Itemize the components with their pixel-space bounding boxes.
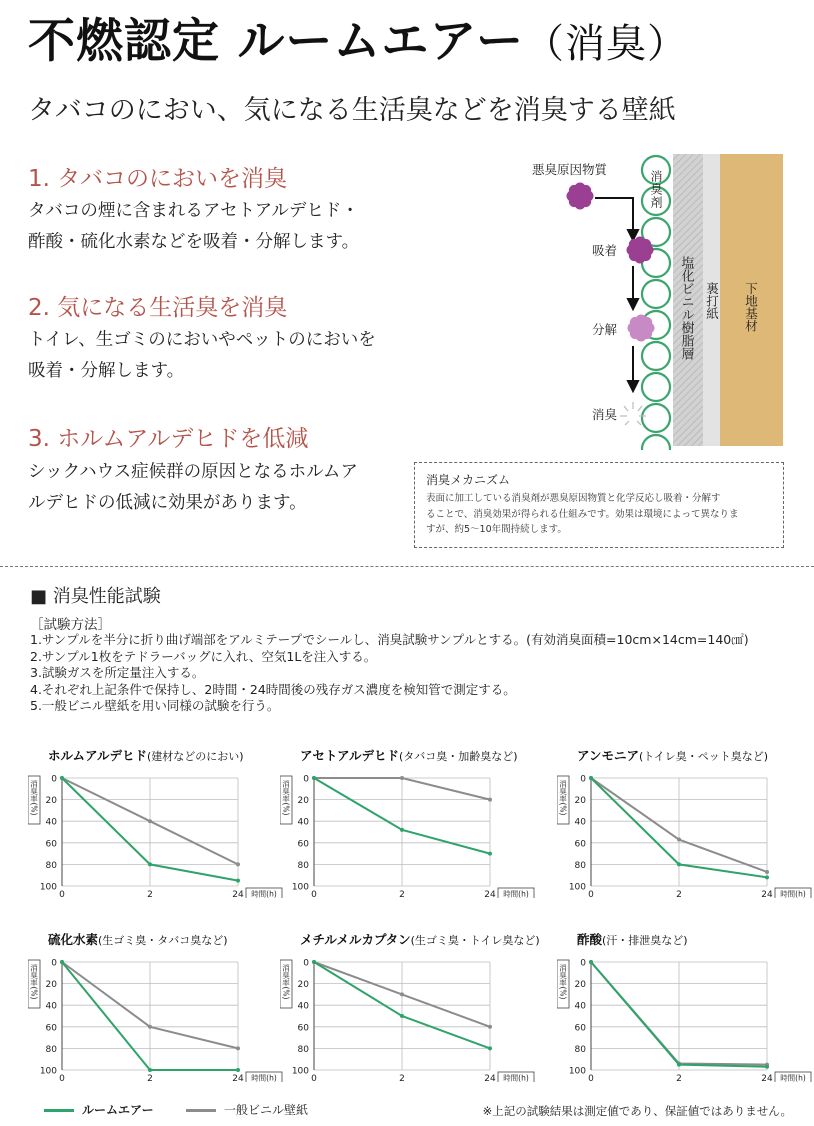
y-tick-label: 40: [45, 817, 57, 828]
y-tick-label: 100: [291, 882, 309, 893]
chart-1-title: ホルムアルデヒド(建材などのにおい): [48, 748, 244, 763]
y-tick-label: 20: [45, 980, 57, 991]
chart-5: [280, 950, 542, 1082]
agent-circle: [642, 435, 670, 450]
feature-3-line-1: シックハウス症候群の原因となるホルムア: [28, 462, 358, 482]
y-tick-label: 40: [297, 817, 309, 828]
chart-6-note: (汗・排泄臭など): [602, 934, 688, 947]
test-title: ■ 消臭性能試験: [30, 586, 161, 607]
x-tick-label: 24: [484, 890, 496, 898]
y-tick-label: 40: [45, 1001, 57, 1012]
chart-3: [557, 766, 814, 898]
agent-circle: [642, 404, 670, 432]
feature-1-body: [28, 196, 359, 258]
x-tick-label: 0: [588, 1074, 594, 1082]
x-tick-label: 2: [676, 1074, 682, 1082]
data-point-room-air: [677, 1063, 681, 1067]
pvc-layer-label: 塩化ビニル樹脂層: [678, 256, 694, 360]
method-step-3: 3.試験ガスを所定量注入する。: [30, 665, 205, 681]
x-axis-label: 時間(h): [780, 1073, 806, 1082]
y-tick-label: 80: [297, 860, 309, 871]
deodorize-label: 消臭: [592, 407, 618, 422]
molecule-core: [632, 319, 650, 337]
y-tick-label: 100: [568, 882, 586, 893]
agent-circle: [642, 280, 670, 308]
x-axis-label: 時間(h): [251, 889, 277, 898]
x-tick-label: 2: [147, 890, 153, 898]
y-tick-label: 80: [45, 860, 57, 871]
chart-6-title: 酢酸(汗・排泄臭など): [577, 932, 688, 947]
y-axis-label: 消臭率(%): [281, 964, 291, 1000]
legend-vinyl-label: 一般ビニル壁紙: [224, 1103, 309, 1117]
arrowhead-deodorize: [628, 381, 638, 391]
feature-1-line-1: タバコの煙に含まれるアセトアルデヒド・: [28, 201, 359, 221]
x-tick-label: 2: [399, 890, 405, 898]
legend-vinyl-swatch: [186, 1109, 216, 1112]
y-tick-label: 20: [297, 796, 309, 807]
chart-1-note: (建材などのにおい): [147, 750, 244, 763]
y-tick-label: 80: [574, 860, 586, 871]
chart-4-note: (生ゴミ臭・タバコ臭など): [98, 934, 228, 947]
x-tick-label: 0: [311, 1074, 317, 1082]
x-tick-label: 2: [147, 1074, 153, 1082]
feature-3-line-2: ルデヒドの低減に効果があります。: [28, 493, 307, 513]
y-tick-label: 20: [574, 980, 586, 991]
mechanism-line-2: ることで、消臭効果が得られる仕組みです。効果は環境によって異なりま: [426, 508, 739, 520]
data-point-room-air: [589, 776, 593, 780]
y-tick-label: 60: [45, 1023, 57, 1034]
data-point-room-air: [148, 1068, 152, 1072]
molecule-core: [631, 241, 649, 259]
chart-2: [280, 766, 542, 898]
x-tick-label: 2: [676, 890, 682, 898]
chart-2-title: アセトアルデヒド(タバコ臭・加齢臭など): [300, 748, 518, 763]
x-tick-label: 0: [311, 890, 317, 898]
data-point-room-air: [400, 1014, 404, 1018]
y-axis-label: 消臭率(%): [558, 780, 568, 816]
data-point-room-air: [236, 879, 240, 883]
chart-4-title: 硫化水素(生ゴミ臭・タバコ臭など): [48, 932, 228, 947]
data-point-room-air: [60, 776, 64, 780]
deodorize-mechanism-diagram: [520, 150, 790, 450]
y-tick-label: 0: [51, 774, 57, 785]
y-tick-label: 100: [39, 882, 57, 893]
chart-6: [557, 950, 814, 1082]
y-tick-label: 100: [39, 1066, 57, 1077]
data-point-room-air: [488, 852, 492, 856]
agent-label: 消臭剤: [649, 170, 663, 209]
method-step-5: 5.一般ビニル壁紙を用い同様の試験を行う。: [30, 698, 280, 714]
y-tick-label: 0: [51, 958, 57, 969]
y-tick-label: 0: [303, 958, 309, 969]
agent-circle: [642, 373, 670, 401]
chart-4: [28, 950, 290, 1082]
mechanism-line-1: 表面に加工している消臭剤が悪臭原因物質と化学反応し吸着・分解す: [426, 493, 721, 504]
data-point-room-air: [400, 828, 404, 832]
feature-3-heading: 3. ホルムアルデヒドを低減: [28, 426, 309, 452]
arrowhead-decompose: [628, 299, 638, 309]
chart-2-note: (タバコ臭・加齢臭など): [399, 750, 518, 763]
decomposing-molecule-icon: [628, 315, 655, 342]
odor-source-label: 悪臭原因物質: [532, 162, 608, 177]
y-axis-label: 消臭率(%): [558, 964, 568, 1000]
footnote: ※上記の試験結果は測定値であり、保証値ではありません。: [482, 1104, 792, 1118]
page-subtitle: タバコのにおい、気になる生活臭などを消臭する壁紙: [28, 95, 676, 126]
data-point-room-air: [312, 776, 316, 780]
data-point-vinyl: [148, 1025, 152, 1029]
y-tick-label: 20: [297, 980, 309, 991]
x-tick-label: 24: [232, 890, 244, 898]
y-tick-label: 40: [574, 1001, 586, 1012]
method-step-2: 2.サンプル1枚をテドラーバッグに入れ、空気1Lを注入する。: [30, 648, 377, 664]
x-tick-label: 24: [761, 890, 773, 898]
method-steps: [30, 632, 749, 715]
y-tick-label: 100: [291, 1066, 309, 1077]
x-axis-label: 時間(h): [251, 1073, 277, 1082]
method-step-4: 4.それぞれ上記条件で保持し、2時間・24時間後の残存ガス濃度を検知管で測定する。: [30, 681, 516, 697]
legend-room-air-label: ルームエアー: [82, 1103, 154, 1117]
backing-paper-label: 裏打紙: [704, 282, 720, 320]
data-point-vinyl: [765, 870, 769, 874]
y-tick-label: 80: [574, 1044, 586, 1055]
feature-2-line-1: トイレ、生ゴミのにおいやペットのにおいを: [28, 330, 376, 350]
y-tick-label: 0: [303, 774, 309, 785]
data-point-room-air: [589, 960, 593, 964]
y-tick-label: 60: [297, 839, 309, 850]
y-tick-label: 80: [45, 1044, 57, 1055]
data-point-room-air: [148, 862, 152, 866]
chart-3-title: アンモニア(トイレ臭・ペット臭など): [577, 748, 769, 763]
y-axis-label: 消臭率(%): [29, 964, 39, 1000]
substrate-label: 下地基材: [743, 282, 759, 332]
data-point-room-air: [60, 960, 64, 964]
feature-2-line-2: 吸着・分解します。: [28, 361, 185, 381]
data-point-vinyl: [236, 862, 240, 866]
adsorbed-molecule-icon: [627, 237, 654, 264]
decompose-label: 分解: [592, 322, 618, 337]
data-point-vinyl: [236, 1046, 240, 1050]
y-tick-label: 80: [297, 1044, 309, 1055]
x-tick-label: 24: [761, 1074, 773, 1082]
odor-molecule-icon: [567, 183, 594, 210]
data-point-room-air: [765, 1065, 769, 1069]
x-axis-label: 時間(h): [503, 889, 529, 898]
y-tick-label: 20: [45, 796, 57, 807]
x-tick-label: 24: [232, 1074, 244, 1082]
data-point-vinyl: [400, 776, 404, 780]
y-tick-label: 0: [580, 774, 586, 785]
legend-room-air-swatch: [44, 1109, 74, 1112]
data-point-room-air: [677, 862, 681, 866]
chart-5-title: メチルメルカプタン(生ゴミ臭・トイレ臭など): [300, 932, 540, 947]
data-point-room-air: [236, 1068, 240, 1072]
y-axis-label: 消臭率(%): [281, 780, 291, 816]
method-label: ［試験方法］: [30, 617, 111, 633]
y-tick-label: 20: [574, 796, 586, 807]
feature-2-body: [28, 325, 376, 387]
x-tick-label: 24: [484, 1074, 496, 1082]
y-tick-label: 40: [574, 817, 586, 828]
data-point-vinyl: [677, 838, 681, 842]
feature-1-line-2: 酢酸・硫化水素などを吸着・分解します。: [28, 232, 360, 252]
y-tick-label: 100: [568, 1066, 586, 1077]
y-tick-label: 60: [297, 1023, 309, 1034]
feature-1-heading: 1. タバコのにおいを消臭: [28, 166, 288, 192]
feature-2-heading: 2. 気になる生活臭を消臭: [28, 295, 288, 321]
chart-3-note: (トイレ臭・ペット臭など): [639, 750, 769, 763]
data-point-room-air: [765, 875, 769, 879]
chart-1: [28, 766, 290, 898]
mechanism-title: 消臭メカニズム: [426, 473, 511, 487]
x-tick-label: 0: [59, 890, 65, 898]
x-tick-label: 0: [588, 890, 594, 898]
feature-3-body: [28, 457, 358, 519]
agent-circle: [642, 342, 670, 370]
arrow-to-adsorb: [595, 198, 633, 232]
y-tick-label: 60: [574, 1023, 586, 1034]
y-tick-label: 60: [45, 839, 57, 850]
data-point-vinyl: [488, 1025, 492, 1029]
y-tick-label: 40: [297, 1001, 309, 1012]
data-point-room-air: [312, 960, 316, 964]
data-point-room-air: [488, 1046, 492, 1050]
section-divider: [0, 566, 814, 567]
data-point-vinyl: [488, 798, 492, 802]
molecule-core: [571, 187, 589, 205]
y-axis-label: 消臭率(%): [29, 780, 39, 816]
x-axis-label: 時間(h): [780, 889, 806, 898]
y-tick-label: 0: [580, 958, 586, 969]
x-tick-label: 2: [399, 1074, 405, 1082]
adsorb-label: 吸着: [592, 243, 618, 258]
x-tick-label: 0: [59, 1074, 65, 1082]
x-axis-label: 時間(h): [503, 1073, 529, 1082]
mechanism-body: [426, 491, 776, 538]
title-paren: （消臭）: [523, 21, 688, 67]
y-tick-label: 60: [574, 839, 586, 850]
data-point-vinyl: [400, 992, 404, 996]
data-point-vinyl: [148, 819, 152, 823]
page-title: 不燃認定 ルームエアー（消臭）: [28, 14, 688, 69]
chart-5-note: (生ゴミ臭・トイレ臭など): [410, 934, 540, 947]
mechanism-line-3: すが、約5〜10年間持続します。: [426, 524, 567, 535]
method-step-1: 1.サンプルを半分に折り曲げ端部をアルミテープでシールし、消臭試験サンプルとする。(有効消臭面積=10cm×14cm=140㎠): [30, 632, 749, 647]
